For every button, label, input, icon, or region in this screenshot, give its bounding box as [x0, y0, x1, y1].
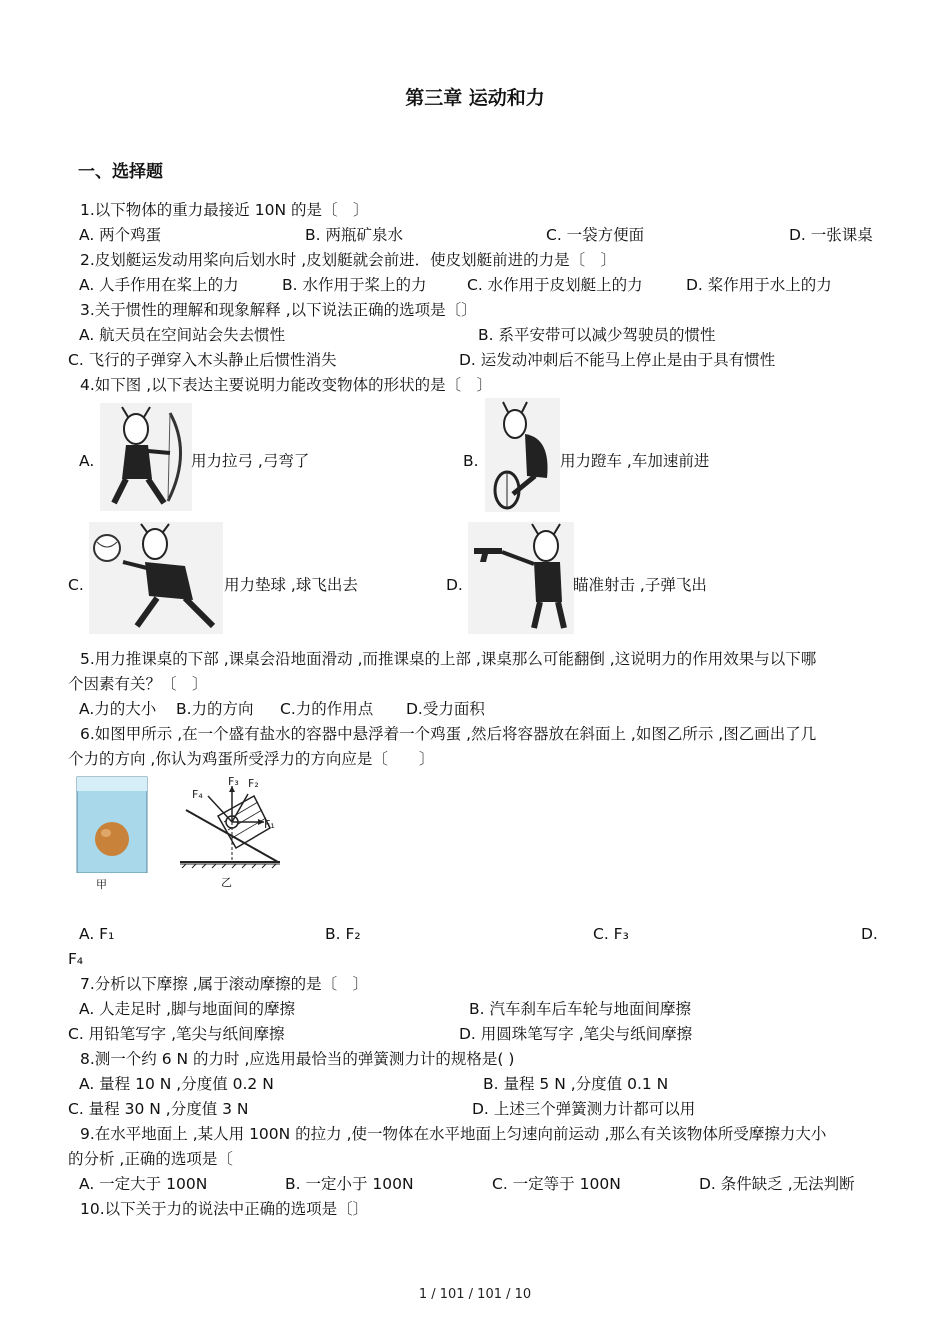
q9-option-b: B. 一定小于 100N [285, 1175, 414, 1193]
question-6-stem-line2: 个力的方向 ,你认为鸡蛋所受浮力的方向应是〔 〕 [68, 750, 435, 768]
q5-option-b: B.力的方向 [176, 700, 254, 718]
q7-option-b: B. 汽车刹车后车轮与地面间摩擦 [469, 1000, 691, 1018]
figure-label-yi: 乙 [221, 876, 232, 889]
q4-option-c: C. [68, 576, 84, 594]
section-heading: 一、选择题 [78, 162, 163, 182]
q7-option-d: D. 用圆珠笔写字 ,笔尖与纸间摩擦 [459, 1025, 693, 1043]
q9-option-c: C. 一定等于 100N [492, 1175, 621, 1193]
force-label-f3: F₃ [228, 776, 239, 788]
q4-caption-a: 用力拉弓 ,弓弯了 [191, 452, 310, 470]
page-number: 1 / 101 / 101 / 10 [418, 1287, 532, 1302]
q6-option-a: A. F₁ [79, 925, 115, 943]
goat-cyclist-image [485, 398, 560, 512]
page-title: 第三章 运动和力 [405, 87, 545, 109]
q2-option-d: D. 桨作用于水上的力 [686, 276, 832, 294]
question-9-stem-line2: 的分析 ,正确的选项是〔 [68, 1150, 233, 1168]
q3-option-c: C. 飞行的子弹穿入木头静止后惯性消失 [68, 351, 337, 369]
q4-caption-c: 用力垫球 ,球飞出去 [224, 576, 358, 594]
q8-option-d: D. 上述三个弹簧测力计都可以用 [472, 1100, 696, 1118]
question-6-stem-line1: 6.如图甲所示 ,在一个盛有盐水的容器中悬浮着一个鸡蛋 ,然后将容器放在斜面上 ,如图乙所示 ,图乙画出了几 [80, 725, 817, 743]
q5-option-d: D.受力面积 [406, 700, 485, 718]
q4-option-a: A. [79, 452, 95, 470]
goat-archer-image [100, 403, 192, 511]
q3-option-d: D. 运发动冲刺后不能马上停止是由于具有惯性 [459, 351, 776, 369]
q6-option-b: B. F₂ [325, 925, 361, 943]
question-4-stem: 4.如下图 ,以下表达主要说明力能改变物体的形状的是〔 〕 [80, 376, 493, 394]
question-8-stem: 8.测一个约 6 N 的力时 ,应选用最恰当的弹簧测力计的规格是( ) [80, 1050, 515, 1068]
q4-option-b: B. [463, 452, 479, 470]
q6-option-d: D. [861, 925, 878, 943]
q8-option-b: B. 量程 5 N ,分度值 0.1 N [483, 1075, 669, 1093]
force-label-f4: F₄ [192, 788, 203, 801]
q7-option-a: A. 人走足时 ,脚与地面间的摩擦 [79, 1000, 296, 1018]
q2-option-a: A. 人手作用在桨上的力 [79, 276, 239, 294]
q8-option-a: A. 量程 10 N ,分度值 0.2 N [79, 1075, 274, 1093]
q9-option-d: D. 条件缺乏 ,无法判断 [699, 1175, 855, 1193]
incline-force-diagram [178, 776, 282, 870]
question-9-stem-line1: 9.在水平地面上 ,某人用 100N 的拉力 ,使一物体在水平地面上匀速向前运动 ,那么有关该物体所受摩擦力大小 [80, 1125, 827, 1143]
q4-caption-b: 用力蹬车 ,车加速前进 [560, 452, 710, 470]
q3-option-a: A. 航天员在空间站会失去惯性 [79, 326, 286, 344]
force-label-f2: F₂ [248, 777, 259, 790]
q2-option-c: C. 水作用于皮划艇上的力 [467, 276, 643, 294]
force-label-f1: F₁ [264, 818, 275, 831]
q3-option-b: B. 系平安带可以减少驾驶员的惯性 [478, 326, 716, 344]
figure-label-jia: 甲 [96, 878, 107, 891]
q5-option-a: A.力的大小 [79, 700, 157, 718]
q1-option-b: B. 两瓶矿泉水 [305, 226, 403, 244]
q6-option-c: C. F₃ [593, 925, 629, 943]
q6-option-d-value: F₄ [68, 950, 84, 968]
q1-option-a: A. 两个鸡蛋 [79, 226, 162, 244]
goat-volleyball-image [89, 522, 223, 634]
q4-option-d: D. [446, 576, 463, 594]
question-3-stem: 3.关于惯性的理解和现象解释 ,以下说法正确的选项是〔〕 [80, 301, 477, 319]
question-2-stem: 2.皮划艇运发动用桨向后划水时 ,皮划艇就会前进．使皮划艇前进的力是〔 〕 [80, 251, 617, 269]
q1-option-d: D. 一张课桌 [789, 226, 873, 244]
question-5-stem-line2: 个因素有关？〔 〕 [68, 675, 208, 693]
goat-shooter-image [468, 522, 574, 634]
q9-option-a: A. 一定大于 100N [79, 1175, 208, 1193]
q4-caption-d: 瞄准射击 ,子弹飞出 [573, 576, 707, 594]
egg-in-salt-water-figure [75, 775, 149, 873]
q8-option-c: C. 量程 30 N ,分度值 3 N [68, 1100, 249, 1118]
question-7-stem: 7.分析以下摩擦 ,属于滚动摩擦的是〔 〕 [80, 975, 369, 993]
question-1-stem: 1.以下物体的重力最接近 10N 的是〔 〕 [80, 201, 369, 219]
q1-option-c: C. 一袋方便面 [546, 226, 645, 244]
q2-option-b: B. 水作用于桨上的力 [282, 276, 427, 294]
question-5-stem-line1: 5.用力推课桌的下部 ,课桌会沿地面滑动 ,而推课桌的上部 ,课桌那么可能翻倒 ,这说明力的作用效果与以下哪 [80, 650, 817, 668]
q7-option-c: C. 用铅笔写字 ,笔尖与纸间摩擦 [68, 1025, 285, 1043]
q5-option-c: C.力的作用点 [280, 700, 374, 718]
question-10-stem: 10.以下关于力的说法中正确的选项是〔〕 [80, 1200, 369, 1218]
